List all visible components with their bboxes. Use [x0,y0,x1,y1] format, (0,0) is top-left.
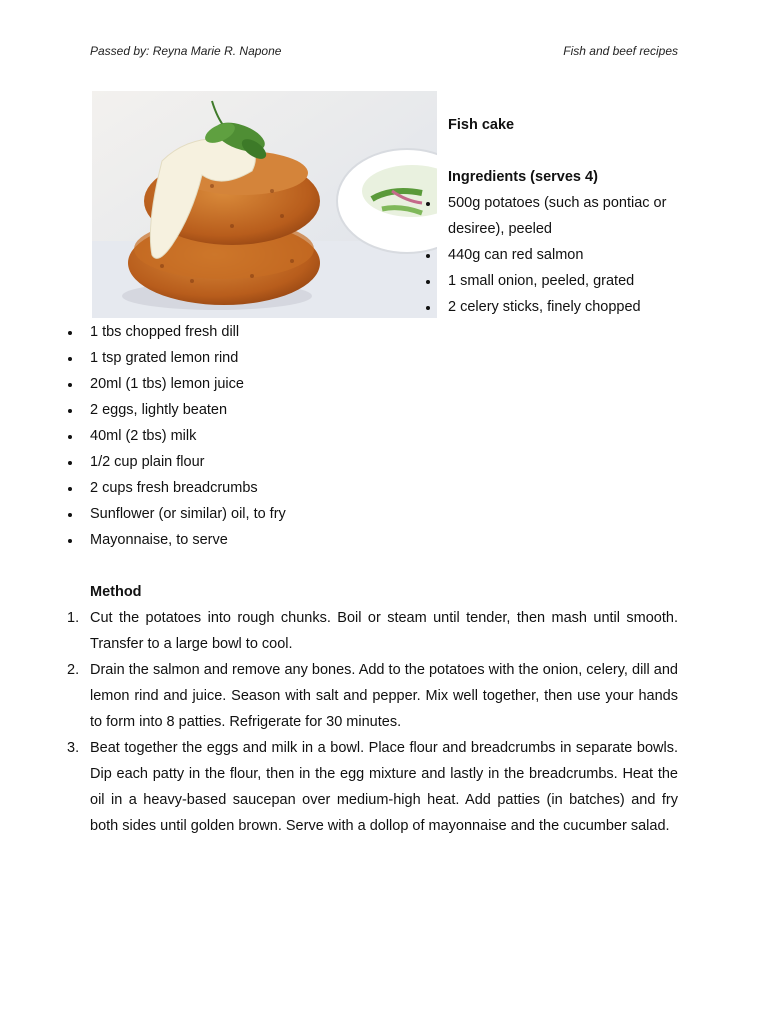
ingredient-item: 20ml (1 tbs) lemon juice [90,371,680,397]
step-number: 3. [67,740,80,756]
ingredient-item: 2 cups fresh breadcrumbs [90,475,680,501]
step-number: 2. [67,662,80,678]
method-step [67,735,678,839]
step-text: Cut the potatoes into rough chunks. Boil or steam until tender, then mash until smooth. Transfer to a large bowl to cool. [90,610,678,652]
method-steps [67,605,678,839]
ingredient-item: Mayonnaise, to serve [90,527,680,553]
ingredient-item: 1 tbs chopped fresh dill [90,319,680,345]
step-text: Beat together the eggs and milk in a bowl. Place flour and breadcrumbs in separate bowls. Dip each patty in the flour, then in the egg mixture and lastly in the breadcrumbs. Heat the oil in a heavy-based saucepan over medium-high heat. Add patties (in batches) and fry both sides until golden brown. Serve with a dollop of mayonnaise and the cucumber salad. [90,740,678,834]
ingredient-item: 1 small onion, peeled, grated [448,268,688,294]
ingredients-continued [90,319,680,553]
ingredient-item: 440g can red salmon [448,242,688,268]
header-collection: Fish and beef recipes [563,44,678,58]
step-number: 1. [67,610,80,626]
header-author: Passed by: Reyna Marie R. Napone [90,44,282,58]
ingredient-item: 2 eggs, lightly beaten [90,397,680,423]
ingredient-item: 1/2 cup plain flour [90,449,680,475]
ingredient-item: 500g potatoes (such as pontiac or desiree), peeled [448,190,688,242]
ingredient-item: 40ml (2 tbs) milk [90,423,680,449]
method-step [67,657,678,735]
step-text: Drain the salmon and remove any bones. Add to the potatoes with the onion, celery, dill and lemon rind and juice. Season with salt and pepper. Mix well together, then use your hands to form into 8 patties. Refrigerate for 30 minutes. [90,662,678,730]
recipe-intro [448,112,688,320]
ingredient-item: Sunflower (or similar) oil, to fry [90,501,680,527]
method-heading: Method [90,584,142,600]
method-step [67,605,678,657]
ingredients-list-left [90,319,680,553]
method-section [67,579,678,839]
ingredient-item: 2 celery sticks, finely chopped [448,294,688,320]
ingredients-heading: Ingredients (serves 4) [448,169,598,185]
recipe-title: Fish cake [448,117,515,133]
ingredients-list-right [448,190,688,320]
ingredient-item: 1 tsp grated lemon rind [90,345,680,371]
page-header [90,44,678,58]
fish-cake-photo [92,91,437,318]
